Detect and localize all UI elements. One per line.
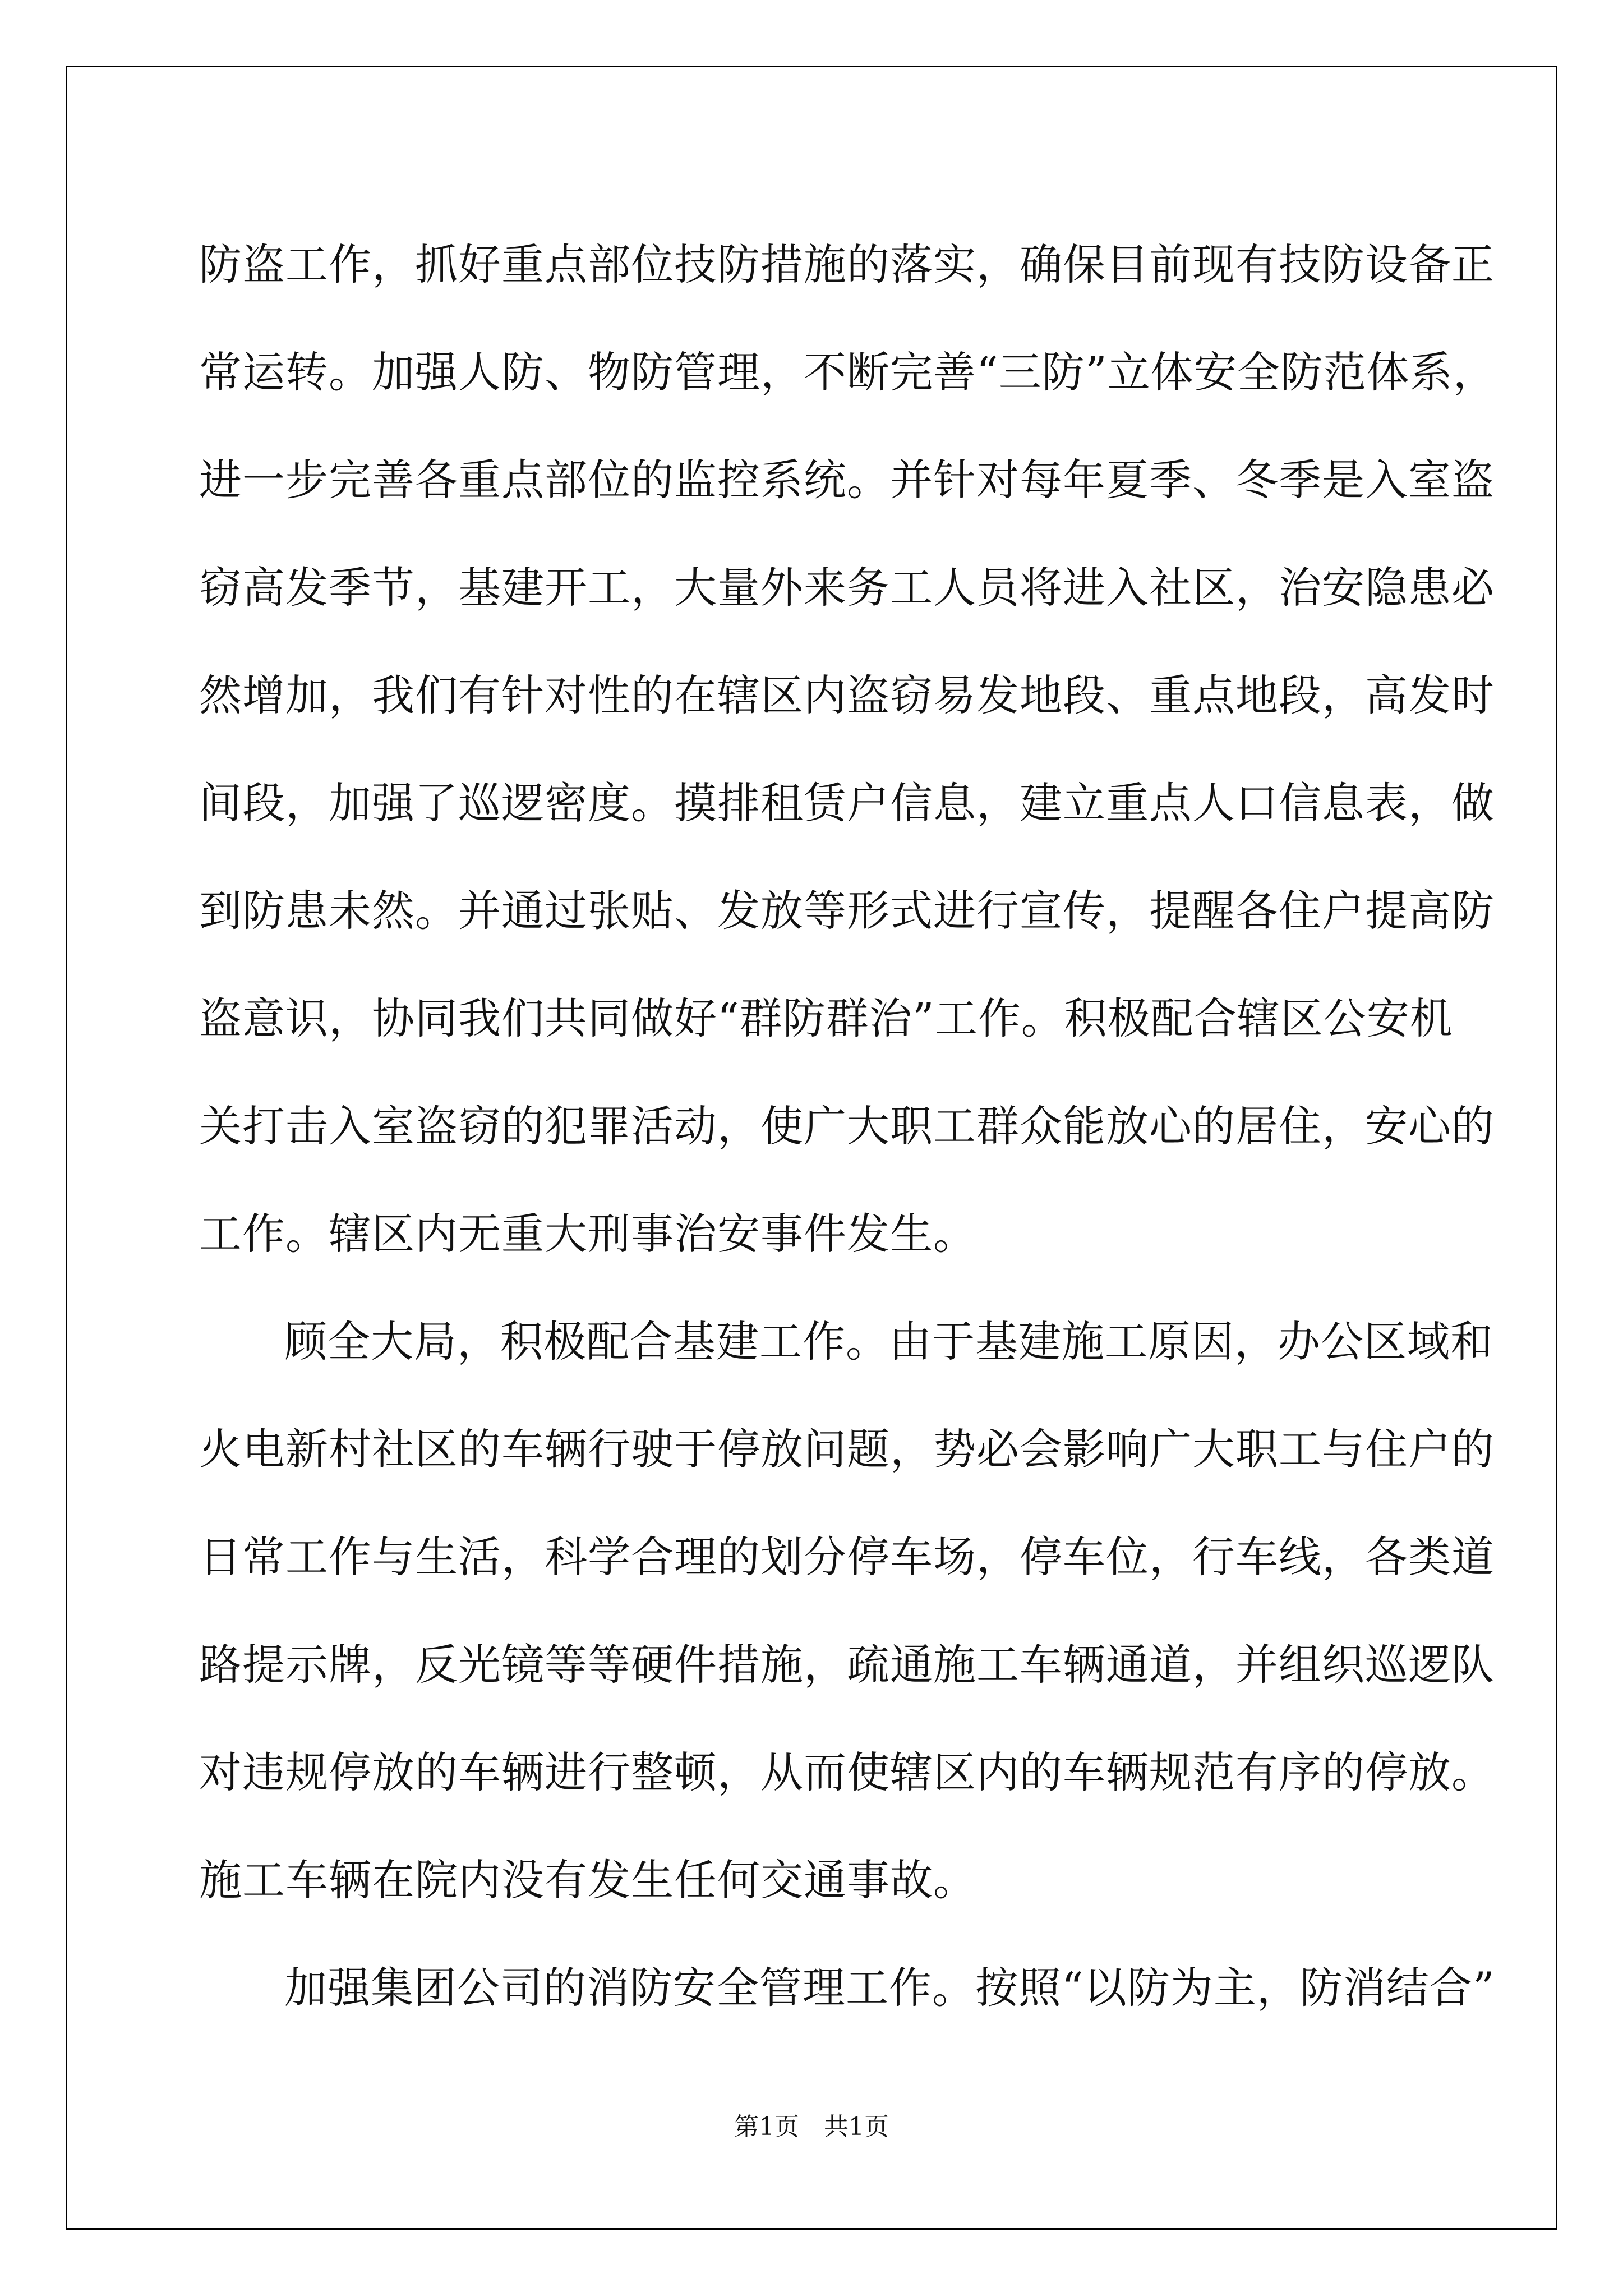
text-line: 加强集团公司的消防安全管理工作。按照“以防为主，防消结合” <box>284 1963 1495 2013</box>
text-line: 到防患未然。并通过张贴、发放等形式进行宣传，提醒各住户提高防 <box>199 886 1495 936</box>
text-line: 盗意识，协同我们共同做好“群防群治”工作。积极配合辖区公安机 <box>199 993 1453 1043</box>
text-line: 路提示牌，反光镜等等硬件措施，疏通施工车辆通道，并组织巡逻队 <box>199 1640 1495 1690</box>
text-line: 然增加，我们有针对性的在辖区内盗窃易发地段、重点地段，高发时 <box>199 670 1495 720</box>
text-line: 关打击入室盗窃的犯罪活动，使广大职工群众能放心的居住，安心的 <box>199 1101 1495 1151</box>
text-line: 防盗工作，抓好重点部位技防措施的落实，确保目前现有技防设备正 <box>199 240 1495 289</box>
text-line: 对违规停放的车辆进行整顿，从而使辖区内的车辆规范有序的停放。 <box>199 1747 1495 1797</box>
document-body <box>199 211 1496 2042</box>
text-line: 施工车辆在院内没有发生任何交通事故。 <box>199 1855 976 1905</box>
text-line: 火电新村社区的车辆行驶于停放问题，势必会影响广大职工与住户的 <box>199 1424 1495 1474</box>
page-footer: 第1页 共1页 <box>734 2113 889 2141</box>
text-line: 窃高发季节，基建开工，大量外来务工人员将进入社区，治安隐患必 <box>199 563 1495 613</box>
text-line: 工作。辖区内无重大刑事治安事件发生。 <box>199 1209 976 1259</box>
text-line: 顾全大局，积极配合基建工作。由于基建施工原因，办公区域和 <box>284 1317 1493 1366</box>
text-line: 间段，加强了巡逻密度。摸排租赁户信息，建立重点人口信息表，做 <box>199 778 1495 828</box>
text-line: 进一步完善各重点部位的监控系统。并针对每年夏季、冬季是入室盗 <box>199 455 1495 505</box>
text-line: 常运转。加强人防、物防管理，不断完善“三防”立体安全防范体系， <box>199 347 1496 397</box>
text-line: 日常工作与生活，科学合理的划分停车场，停车位，行车线，各类道 <box>199 1532 1495 1582</box>
